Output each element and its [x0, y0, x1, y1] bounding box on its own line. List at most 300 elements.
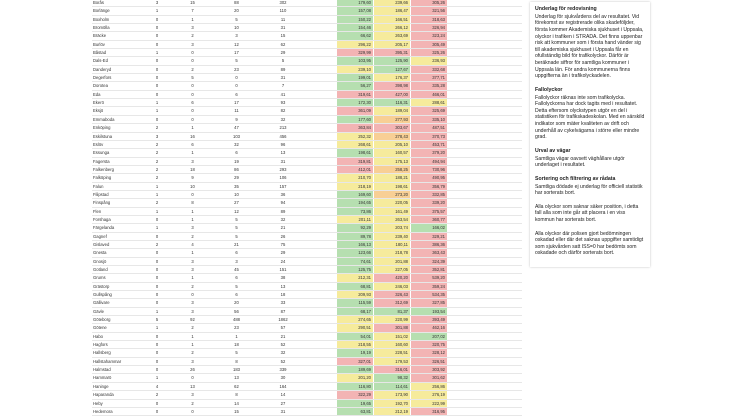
rate-cell-2: 176,37 — [373, 74, 410, 81]
count-cell-d: 62 — [280, 41, 286, 47]
count-cell-b: 2 — [191, 33, 194, 39]
spacer — [308, 16, 336, 23]
count-cell-b: 13 — [190, 383, 195, 389]
count-cell-b: 10 — [190, 183, 195, 189]
municipality-cell: Färgelanda — [93, 225, 115, 231]
spacer — [308, 116, 336, 123]
count-cell-b: 6 — [191, 141, 194, 147]
rate-cell-2: 239,66 — [373, 0, 410, 6]
count-cell-d: 293 — [279, 166, 287, 172]
count-cell-d: 26 — [280, 233, 286, 239]
count-cell-b: 3 — [191, 300, 194, 306]
rate-cell-1: 154,46 — [336, 24, 373, 31]
rate-cell-3: 207,02 — [410, 333, 447, 340]
table-row — [92, 258, 522, 266]
count-cell-a: 0 — [155, 267, 159, 272]
table-row — [92, 274, 522, 282]
count-cell-d: 14 — [280, 392, 286, 398]
count-cell-a: 2 — [155, 392, 159, 398]
count-cell-b: 92 — [190, 317, 195, 323]
rate-cell-2: 326,43 — [373, 291, 410, 298]
rate-cell-3: 494,94 — [410, 158, 447, 165]
municipality-cell: Dals-Ed — [93, 58, 108, 64]
count-cell-c: 10 — [234, 191, 239, 197]
spacer — [308, 191, 336, 198]
rate-cell-2: 114,61 — [373, 383, 410, 390]
rate-cell-1: 209,93 — [336, 291, 373, 298]
count-cell-a: 5 — [155, 317, 159, 323]
municipality-cell: Gagnef — [93, 233, 107, 239]
municipality-cell: Habo — [93, 333, 104, 339]
rate-cell-3: 325,26 — [410, 49, 447, 56]
rate-cell-1: 103,95 — [336, 57, 373, 64]
rate-cell-1: 150,22 — [336, 16, 373, 23]
table-row — [92, 141, 522, 149]
count-cell-a: 0 — [155, 58, 159, 64]
rate-cell-2: 212,19 — [373, 408, 410, 415]
count-cell-d: 29 — [280, 250, 286, 256]
count-cell-a: 0 — [155, 83, 159, 89]
count-cell-c: 20 — [234, 300, 239, 306]
count-cell-d: 96 — [280, 141, 286, 147]
count-cell-b: 3 — [191, 25, 194, 31]
count-cell-a: 1 — [155, 308, 159, 314]
count-cell-a: 4 — [155, 383, 159, 389]
count-cell-b: 5 — [191, 75, 194, 81]
count-cell-b: 1 — [191, 16, 194, 22]
spacer — [308, 291, 336, 298]
count-cell-a: 2 — [155, 241, 159, 247]
rate-cell-1: 210,70 — [336, 174, 373, 181]
rate-cell-3: 323,24 — [410, 32, 447, 39]
rate-cell-2: 186,47 — [373, 7, 410, 14]
table-row — [92, 391, 522, 399]
count-cell-c: 6 — [235, 292, 238, 298]
table-row — [92, 66, 522, 74]
rate-cell-3: 360,77 — [410, 216, 447, 223]
municipality-cell: Grästorp — [93, 283, 110, 289]
count-cell-b: 4 — [191, 241, 194, 247]
rate-cell-3: 332,68 — [410, 66, 447, 73]
count-cell-b: 1 — [191, 275, 194, 281]
count-cell-d: 89 — [280, 208, 286, 214]
rate-cell-3: 379,20 — [410, 149, 447, 156]
rate-cell-1: 63,81 — [336, 408, 373, 415]
rate-cell-1: 201,11 — [336, 216, 373, 223]
rate-cell-2: 203,74 — [373, 224, 410, 231]
rate-cell-3: 487,51 — [410, 124, 447, 131]
municipality-cell: Gnosjö — [93, 258, 107, 264]
table-row — [92, 191, 522, 199]
info-paragraph: Alla olyckor som saknar säker position, i detta fall alla som inte går att placera i en viss kommun har sorterats bort. — [535, 203, 639, 224]
spacer — [308, 249, 336, 256]
rate-cell-2: 227,05 — [373, 266, 410, 273]
spacer — [308, 82, 336, 89]
rate-cell-2: 98,32 — [373, 374, 410, 381]
spacer — [308, 99, 336, 106]
table-row — [92, 133, 522, 141]
rate-cell-1: 66,62 — [336, 32, 373, 39]
count-cell-c: 5 — [235, 283, 238, 289]
info-paragraph: Samtliga vägar oavsett väghållare utgör underlaget i resultatet. — [535, 155, 625, 169]
count-cell-c: 15 — [234, 408, 239, 414]
rate-cell-2: 316,01 — [373, 366, 410, 373]
municipality-cell: Borlänge — [93, 8, 110, 14]
count-cell-d: 32 — [280, 116, 286, 122]
rate-cell-1: 218,19 — [336, 183, 373, 190]
rate-cell-2: 160,57 — [373, 149, 410, 156]
municipality-cell: Eda — [93, 91, 101, 97]
municipality-cell: Emmaboda — [93, 116, 115, 122]
count-cell-b: 0 — [191, 50, 194, 56]
count-cell-d: 11 — [280, 16, 286, 22]
count-cell-c: 21 — [234, 241, 239, 247]
spacer — [308, 408, 336, 415]
table-row — [92, 74, 522, 82]
rate-cell-1: 252,32 — [336, 133, 373, 140]
municipality-cell: Gällivare — [93, 300, 110, 306]
count-cell-b: 3 — [191, 225, 194, 231]
rate-cell-3: 316,95 — [410, 408, 447, 415]
rate-cell-1: 89,78 — [336, 233, 373, 240]
rate-cell-1: 68,17 — [336, 308, 373, 315]
rate-cell-1: 74,61 — [336, 258, 373, 265]
table-row — [92, 91, 522, 99]
count-cell-c: 8 — [235, 358, 238, 364]
rate-cell-1: 327,01 — [336, 358, 373, 365]
count-cell-a: 0 — [155, 33, 159, 39]
table-row — [92, 341, 522, 349]
rate-cell-3: 370,73 — [410, 133, 447, 140]
count-cell-c: 23 — [234, 325, 239, 331]
count-cell-c: 5 — [235, 58, 238, 64]
rate-cell-1: 412,01 — [336, 166, 373, 173]
table-row — [92, 124, 522, 132]
table-row — [92, 49, 522, 57]
count-cell-b: 0 — [191, 191, 194, 197]
rate-cell-2: 161,49 — [373, 208, 410, 215]
count-cell-c: 23 — [234, 66, 239, 72]
spacer — [308, 74, 336, 81]
rate-cell-1: 125,75 — [336, 266, 373, 273]
count-cell-a: 0 — [155, 41, 159, 47]
municipality-cell: Boxholm — [93, 16, 110, 22]
count-cell-b: 1 — [191, 333, 194, 339]
count-cell-c: 5 — [235, 233, 238, 239]
count-cell-b: 3 — [191, 41, 194, 47]
count-cell-b: 0 — [191, 83, 194, 89]
rate-cell-1: 198,61 — [336, 149, 373, 156]
count-cell-a: 0 — [155, 216, 159, 222]
rate-cell-3: 359,24 — [410, 283, 447, 290]
count-cell-d: 13 — [280, 150, 286, 156]
rate-cell-2: 273,20 — [373, 191, 410, 198]
rate-cell-3: 730,96 — [410, 166, 447, 173]
rate-cell-1: 19,19 — [336, 349, 373, 356]
table-row — [92, 349, 522, 357]
spacer — [308, 299, 336, 306]
count-cell-a: 0 — [155, 91, 159, 97]
count-cell-a: 1 — [155, 100, 159, 106]
table-row — [92, 383, 522, 391]
spacer — [308, 374, 336, 381]
municipality-cell: Eksjö — [93, 108, 104, 114]
table-row — [92, 249, 522, 257]
rate-cell-1: 268,61 — [336, 141, 373, 148]
count-cell-c: 17 — [234, 50, 239, 56]
table-row — [92, 324, 522, 332]
table-row — [92, 149, 522, 157]
rate-cell-1: 116,80 — [336, 383, 373, 390]
table-row — [92, 333, 522, 341]
municipality-cell: Heby — [93, 400, 103, 406]
rate-cell-1: 115,59 — [336, 299, 373, 306]
count-cell-c: 1 — [235, 333, 238, 339]
rate-cell-2: 246,03 — [373, 283, 410, 290]
rate-cell-3: 276,19 — [410, 391, 447, 398]
count-cell-a: 1 — [155, 50, 159, 56]
rate-cell-2: 301,88 — [373, 324, 410, 331]
count-cell-b: 2 — [191, 66, 194, 72]
rate-cell-1: 123,66 — [336, 249, 373, 256]
rate-cell-2: 420,20 — [373, 274, 410, 281]
rate-cell-1: 189,69 — [336, 366, 373, 373]
rate-cell-2: 220,05 — [373, 199, 410, 206]
count-cell-c: 14 — [234, 400, 239, 406]
count-cell-a: 0 — [155, 333, 159, 339]
municipality-cell: Grums — [93, 275, 106, 281]
rate-cell-2: 125,90 — [373, 57, 410, 64]
spacer — [308, 183, 336, 190]
rate-cell-2: 192,70 — [373, 400, 410, 407]
spacer — [308, 258, 336, 265]
count-cell-b: 2 — [191, 283, 194, 289]
count-cell-b: 3 — [191, 158, 194, 164]
rate-cell-3: 288,61 — [410, 99, 447, 106]
table-row — [92, 283, 522, 291]
count-cell-c: 27 — [234, 200, 239, 206]
count-cell-b: 0 — [191, 91, 194, 97]
count-cell-d: 33 — [280, 300, 286, 306]
spacer — [308, 32, 336, 39]
rate-cell-3: 301,62 — [410, 374, 447, 381]
spacer — [308, 316, 336, 323]
municipality-cell: Dorotea — [93, 83, 108, 89]
table-row — [92, 166, 522, 174]
municipality-cell: Götene — [93, 325, 107, 331]
rate-cell-1: 73,86 — [336, 208, 373, 215]
rate-cell-3: 332,85 — [410, 191, 447, 198]
rate-cell-3: 363,43 — [410, 249, 447, 256]
rate-cell-2: 127,67 — [373, 66, 410, 73]
rate-cell-2: 201,88 — [373, 258, 410, 265]
rate-cell-1: 157,08 — [336, 7, 373, 14]
table-row — [92, 366, 522, 374]
count-cell-d: 93 — [280, 100, 286, 106]
rate-cell-2: 205,17 — [373, 41, 410, 48]
rate-cell-1: 177,60 — [336, 116, 373, 123]
rate-cell-2: 228,51 — [373, 349, 410, 356]
rate-cell-3: 377,71 — [410, 74, 447, 81]
spacer — [308, 133, 336, 140]
spacer — [308, 283, 336, 290]
count-cell-d: 31 — [280, 25, 286, 31]
rate-cell-1: 179,60 — [336, 0, 373, 6]
count-cell-d: 302 — [279, 0, 287, 5]
spacer — [308, 124, 336, 131]
municipality-cell: Hagfors — [93, 342, 108, 348]
count-cell-b: 15 — [190, 0, 195, 5]
count-cell-d: 29 — [280, 50, 286, 56]
rate-cell-3: 326,51 — [410, 358, 447, 365]
table-row — [92, 16, 522, 24]
rate-cell-2: 398,98 — [373, 82, 410, 89]
rate-cell-1: 319,61 — [336, 91, 373, 98]
rate-cell-1: 166,13 — [336, 241, 373, 248]
rate-cell-2: 188,21 — [373, 174, 410, 181]
count-cell-d: 41 — [280, 91, 286, 97]
municipality-cell: Gislaved — [93, 241, 110, 247]
count-cell-a: 3 — [155, 133, 159, 139]
count-cell-c: 19 — [234, 158, 239, 164]
spacer — [308, 274, 336, 281]
rate-cell-1: 290,51 — [336, 324, 373, 331]
rate-cell-3: 335,28 — [410, 82, 447, 89]
count-cell-a: 0 — [155, 342, 159, 348]
count-cell-d: 31 — [280, 75, 286, 81]
count-cell-a: 1 — [155, 208, 159, 214]
rate-cell-2: 239,40 — [373, 233, 410, 240]
info-paragraph: Fallolyckor räknas inte som trafikolycka. Fallolyckorna har dock tagits med i resultatet. Detta eftersom olyckstypen utgör en del i statistiken för trafikskadeskolan. Med en särskild indikator som mäter kvaliteten av drift och underhåll av cykelvägarna i större eller mindre grad. — [535, 94, 645, 141]
rate-cell-2: 166,51 — [373, 16, 410, 23]
table-row — [92, 183, 522, 191]
count-cell-d: 38 — [280, 275, 286, 281]
count-cell-a: 0 — [155, 116, 159, 122]
count-cell-a: 0 — [155, 258, 159, 264]
rate-cell-3: 166,02 — [410, 224, 447, 231]
count-cell-c: 3 — [235, 33, 238, 39]
info-paragraph: Samtliga dödade ej underlag för officiell statistik har sorterats bort. — [535, 183, 643, 197]
count-cell-d: 30 — [280, 375, 286, 381]
spacer — [308, 24, 336, 31]
count-cell-c: 88 — [234, 0, 239, 5]
spacer — [308, 66, 336, 73]
count-cell-b: 0 — [191, 116, 194, 122]
rate-cell-1: 169,60 — [336, 191, 373, 198]
count-cell-d: 18 — [280, 292, 286, 298]
municipality-cell: Gävle — [93, 308, 104, 314]
count-cell-c: 6 — [235, 91, 238, 97]
municipality-cell: Hedemora — [93, 408, 113, 414]
rate-cell-1: 194,65 — [336, 199, 373, 206]
count-cell-d: 21 — [280, 333, 286, 339]
count-cell-a: 0 — [155, 66, 159, 72]
rate-cell-3: 318,63 — [410, 16, 447, 23]
count-cell-c: 6 — [235, 150, 238, 156]
municipality-cell: Borås — [93, 0, 104, 5]
rate-cell-2: 277,93 — [373, 116, 410, 123]
rate-cell-1: 199,01 — [336, 74, 373, 81]
rate-cell-3: 222,99 — [410, 400, 447, 407]
count-cell-c: 86 — [234, 166, 239, 172]
rate-cell-3: 256,86 — [410, 383, 447, 390]
count-cell-c: 32 — [234, 141, 239, 147]
count-cell-b: 1 — [191, 125, 194, 131]
spacer — [308, 241, 336, 248]
spacer — [308, 166, 336, 173]
rate-cell-2: 303,67 — [373, 124, 410, 131]
table-row — [92, 0, 522, 7]
rate-cell-2: 180,11 — [373, 241, 410, 248]
municipality-cell: Hallstahammar — [93, 358, 122, 364]
count-cell-a: 2 — [155, 166, 159, 172]
count-cell-a: 0 — [155, 233, 159, 239]
rate-cell-3: 339,20 — [410, 199, 447, 206]
spacer — [308, 208, 336, 215]
table-row — [92, 358, 522, 366]
rate-cell-1: 172,30 — [336, 99, 373, 106]
count-cell-b: 0 — [191, 292, 194, 298]
municipality-cell: Burlöv — [93, 41, 105, 47]
spacer — [308, 0, 336, 6]
count-cell-c: 12 — [234, 41, 239, 47]
table-row — [92, 291, 522, 299]
count-cell-a: 1 — [155, 108, 159, 114]
count-cell-b: 1 — [191, 150, 194, 156]
municipality-cell: Haparanda — [93, 392, 114, 398]
table-row — [92, 241, 522, 249]
count-cell-d: 456 — [279, 133, 287, 139]
count-cell-a: 1 — [155, 183, 159, 189]
count-cell-c: 0 — [235, 75, 238, 81]
count-cell-c: 10 — [234, 25, 239, 31]
info-heading: Urval av vägar — [535, 147, 571, 154]
count-cell-c: 18 — [234, 342, 239, 348]
count-cell-a: 3 — [155, 0, 159, 5]
spacer — [308, 141, 336, 148]
table-row — [92, 82, 522, 90]
count-cell-c: 5 — [235, 350, 238, 356]
spacer — [308, 91, 336, 98]
rate-cell-1: 218,55 — [336, 341, 373, 348]
count-cell-c: 3 — [235, 258, 238, 264]
count-cell-a: 0 — [155, 75, 159, 81]
rate-cell-2: 116,31 — [373, 99, 410, 106]
rate-cell-3: 386,36 — [410, 241, 447, 248]
municipality-cell: Forshaga — [93, 216, 111, 222]
municipality-cell: Hammarö — [93, 375, 112, 381]
rate-cell-1: 319,81 — [336, 158, 373, 165]
rate-cell-2: 175,13 — [373, 158, 410, 165]
spacer — [308, 41, 336, 48]
rate-cell-3: 534,35 — [410, 291, 447, 298]
municipality-cell: Haninge — [93, 383, 109, 389]
count-cell-b: 1 — [191, 342, 194, 348]
count-cell-c: 45 — [234, 267, 239, 272]
count-cell-d: 32 — [280, 350, 286, 356]
count-cell-d: 7 — [281, 83, 285, 89]
rate-cell-3: 539,20 — [410, 274, 447, 281]
spacer — [308, 149, 336, 156]
count-cell-a: 0 — [155, 350, 159, 356]
rate-cell-3: 327,85 — [410, 299, 447, 306]
count-cell-d: 31 — [280, 158, 286, 164]
spacer — [308, 358, 336, 365]
count-cell-d: 110 — [279, 8, 287, 14]
count-cell-b: 3 — [191, 308, 194, 314]
spacer — [308, 57, 336, 64]
spacer — [308, 199, 336, 206]
